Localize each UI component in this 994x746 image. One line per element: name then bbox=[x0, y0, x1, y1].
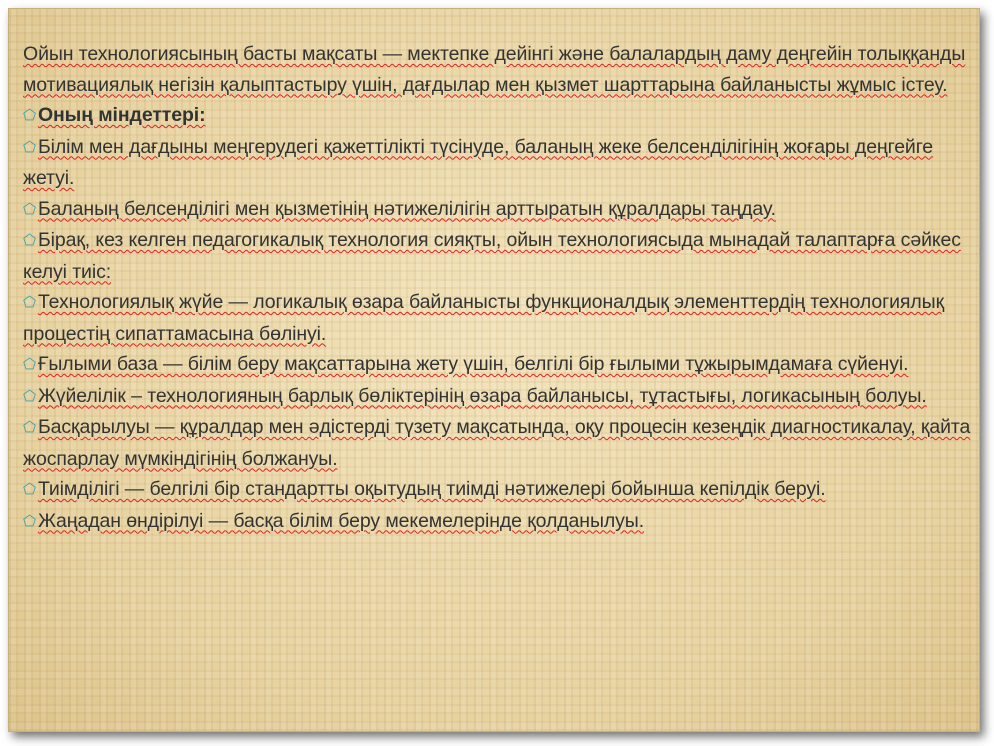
pentagon-bullet-icon: ⬠ bbox=[23, 107, 36, 124]
pentagon-bullet-icon: ⬠ bbox=[23, 138, 36, 156]
list-item: ⬠ Жаңадан өндірілуі — басқа білім беру мекемелерінде қолданылуы. bbox=[23, 506, 978, 538]
pentagon-bullet-icon: ⬠ bbox=[23, 294, 36, 311]
pentagon-bullet-icon: ⬠ bbox=[23, 232, 36, 249]
pentagon-bullet-icon: ⬠ bbox=[23, 200, 36, 218]
list-item: ⬠ Бірақ, кез келген педагогикалық технология сияқты, ойын технологиясыда мынадай талаптарға сәйкес келуі тиіс: bbox=[23, 225, 978, 287]
list-item: ⬠ Баланың белсенділігі мен қызметінің нәтижелілігін арттыратын құралдары таңдау. bbox=[23, 194, 978, 226]
pentagon-bullet-icon: ⬠ bbox=[23, 419, 36, 436]
slide-frame bbox=[8, 8, 980, 732]
pentagon-bullet-icon: ⬠ bbox=[23, 512, 36, 530]
list-item: ⬠ Білім мен дағдыны меңгерудегі қажеттілікті түсінуде, баланың жеке белсенділігінің жоғары деңгейге жетуі. bbox=[23, 132, 978, 194]
intro-paragraph: Ойын технологиясының басты мақсаты — мектепке дейінгі және балалардың даму деңгейін толыққанды мотивациялық негізін қалыптастыру үшін, дағдылар мен қызмет шарттарына байланысты жұмыс істеу. bbox=[23, 43, 966, 96]
list-item: ⬠ Технологиялық жүйе — логикалық өзара байланысты функционалдық элементтердің технологиялық процестің сипаттамасына бөлінуі. bbox=[23, 287, 978, 349]
pentagon-bullet-icon: ⬠ bbox=[23, 481, 36, 498]
pentagon-bullet-icon: ⬠ bbox=[23, 356, 36, 373]
list-item: ⬠ Жүйелілік – технологияның барлық бөліктерінің өзара байланысы, тұтастығы, логикасының болуы. bbox=[23, 381, 978, 413]
slide-content bbox=[23, 39, 978, 537]
list-item: ⬠ Тиімділігі — белгілі бір стандартты оқытудың тиімді нәтижелері бойынша кепілдік беруі. bbox=[23, 474, 978, 506]
list-item: ⬠ Ғылыми база — білім беру мақсаттарына жету үшін, белгілі бір ғылыми тұжырымдамаға сүйенуі. bbox=[23, 349, 978, 381]
pentagon-bullet-icon: ⬠ bbox=[23, 387, 36, 405]
tasks-heading: ⬠ Оның міндеттері: bbox=[23, 100, 978, 132]
list-item: ⬠ Басқарылуы — құралдар мен әдістерді түзету мақсатында, оқу процесін кезеңдік диагностикалау, қайта жоспарлау мүмкіндігінің болжануы. bbox=[23, 412, 978, 474]
